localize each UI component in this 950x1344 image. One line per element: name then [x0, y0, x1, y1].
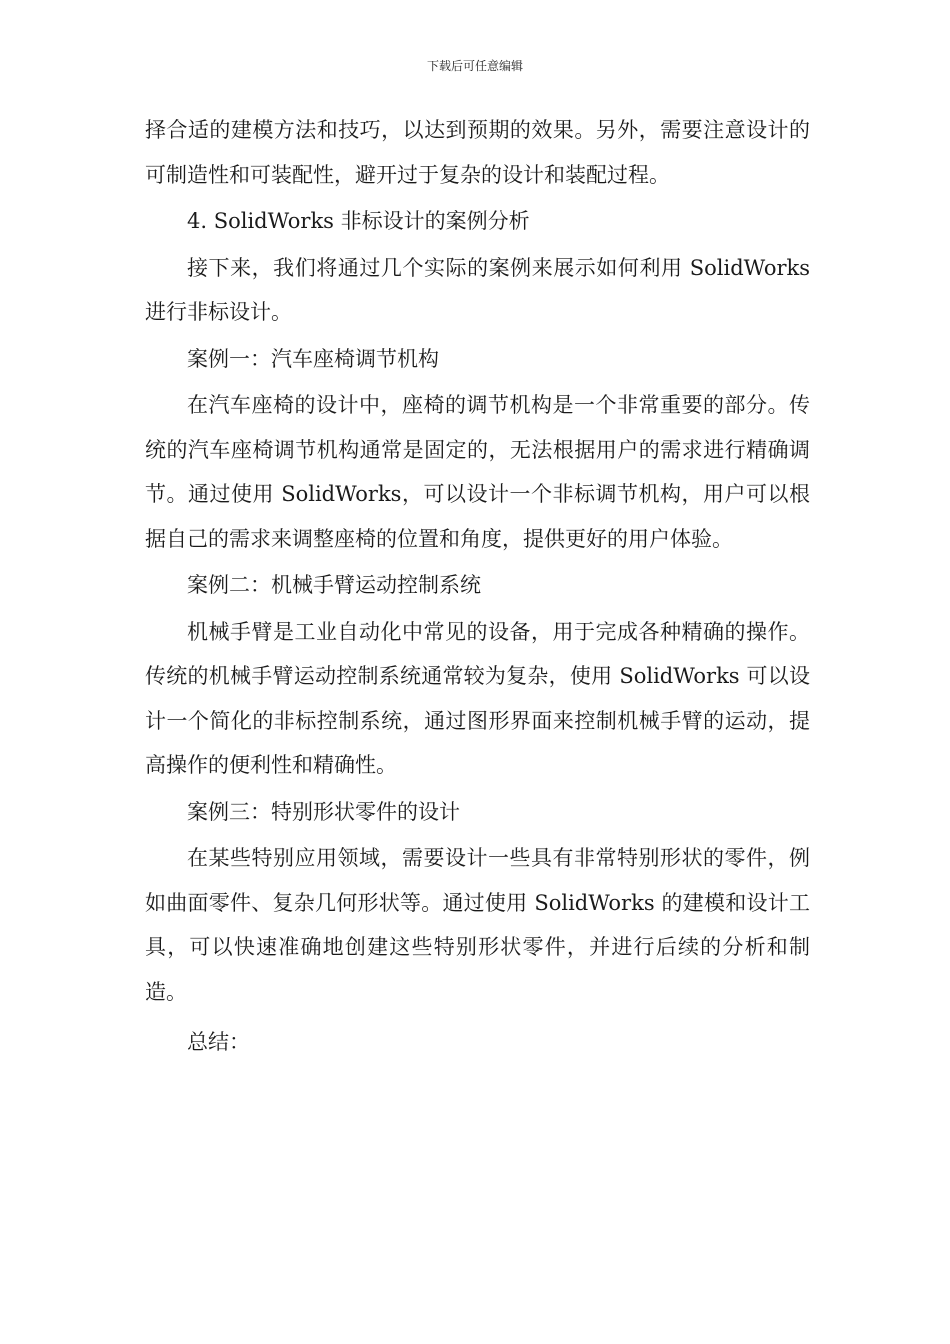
case-heading-1: 案例一：汽车座椅调节机构: [187, 346, 439, 371]
summary-heading: 总结：: [187, 1030, 250, 1054]
case-paragraph-1: 在汽车座椅的设计中，座椅的调节机构是一个非常重要的部分。传统的汽车座椅调节机构通常是固定的，无法根据用户的需求进行精确调节。通过使用 SolidWorks，可以设计一个非标调节机构，用户可以根据自己的需求来调整座椅的位置和角度，提供更好的用户体验。: [145, 393, 810, 551]
case-heading-3: 案例三：特别形状零件的设计: [187, 799, 460, 824]
document-body: [145, 108, 810, 1065]
paragraph-continuation: 择合适的建模方法和技巧，以达到预期的效果。另外，需要注意设计的可制造性和可装配性，避开过于复杂的设计和装配过程。: [145, 118, 810, 187]
case-heading-2: 案例二：机械手臂运动控制系统: [187, 573, 481, 597]
paragraph-intro: 接下来，我们将通过几个实际的案例来展示如何利用 SolidWorks 进行非标设计。: [145, 255, 810, 324]
section-heading-case-analysis: 4. SolidWorks 非标设计的案例分析: [187, 209, 530, 233]
case-paragraph-3: 在某些特别应用领域，需要设计一些具有非常特别形状的零件，例如曲面零件、复杂几何形状等。通过使用 SolidWorks 的建模和设计工具，可以快速准确地创建这些特别形状零件，并进行后续的分析和制造。: [145, 846, 810, 1004]
page-header-note: 下载后可任意编辑: [426, 59, 523, 73]
case-paragraph-2: 机械手臂是工业自动化中常见的设备，用于完成各种精确的操作。传统的机械手臂运动控制系统通常较为复杂，使用 SolidWorks 可以设计一个简化的非标控制系统，通过图形界面来控制机械手臂的运动，提高操作的便利性和精确性。: [145, 619, 810, 777]
